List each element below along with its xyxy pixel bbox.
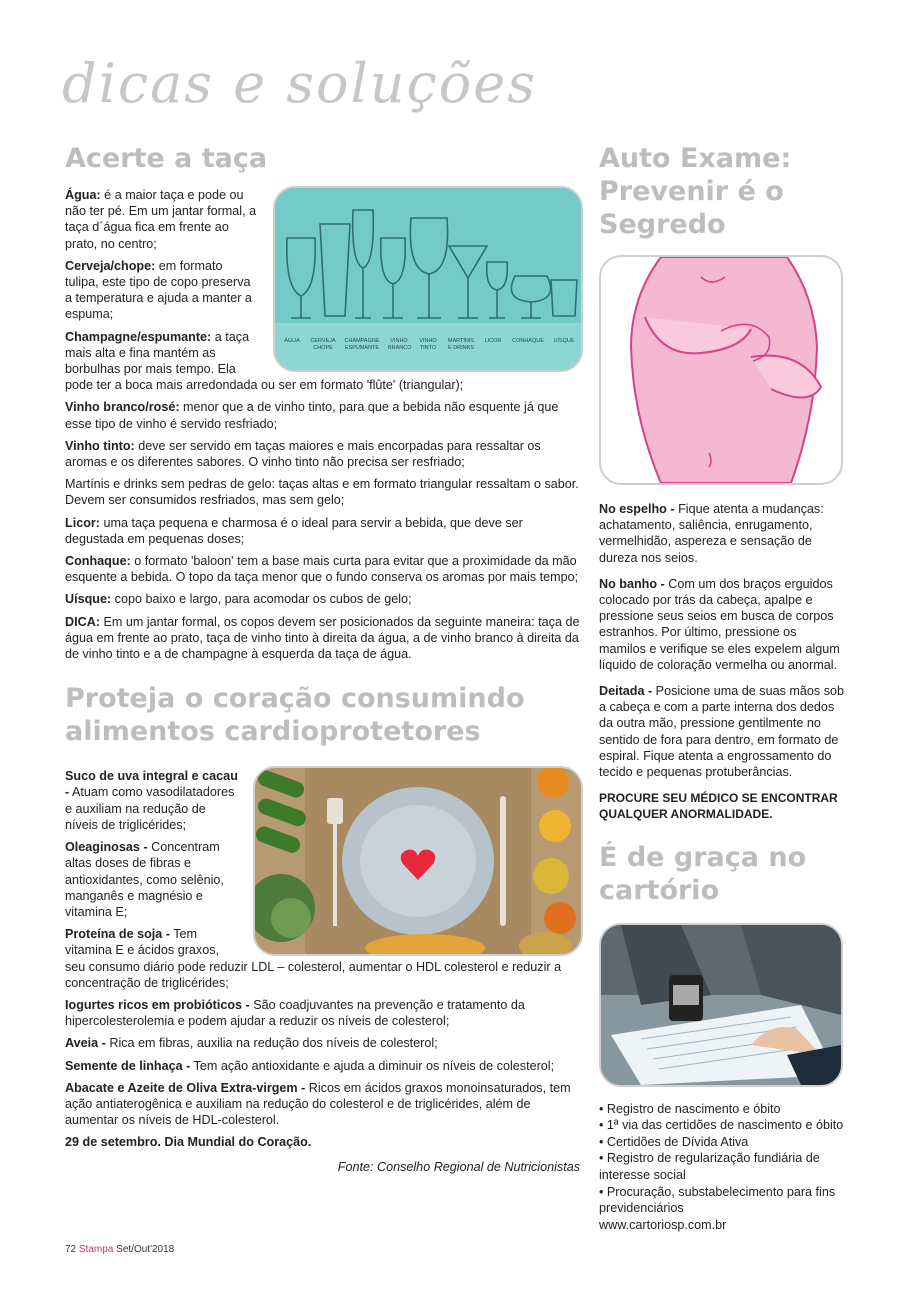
page-number: 72 xyxy=(65,1244,77,1255)
magazine-name: Stampa xyxy=(78,1244,114,1255)
left-column xyxy=(65,142,580,1181)
notary-illustration xyxy=(601,925,841,1085)
taca-item: Uísque: copo baixo e largo, para acomodar os cubos de gelo; xyxy=(65,592,412,607)
section-title: dicas e soluções xyxy=(62,52,537,115)
list-item: • 1ª via das certidões de nascimento e óbito xyxy=(599,1118,844,1133)
glass-label: ÁGUA xyxy=(284,338,300,344)
taca-item: Cerveja/chope: em formato tulipa, este tipo de copo preserva a temperatura e ajuda a manter a espuma; xyxy=(65,258,252,322)
glass-label: LICOR xyxy=(484,338,502,344)
taca-item: Martínis e drinks sem pedras de gelo: taças altas e em formato triangular ressaltam o sabor. Devem ser consumidos resfriados, mas sem gelo; xyxy=(65,477,579,508)
glass-labels xyxy=(281,338,575,352)
glass-label: UÍSQUE xyxy=(553,338,575,344)
coracao-item: Abacate e Azeite de Oliva Extra-virgem - Ricos em ácidos graxos monoinsaturados, tem ação antiaterogênica e auxiliam na redução do colesterol e de triglicérides, além de aumentar os níveis de HDL-colesterol. xyxy=(65,1080,571,1128)
autoexame-item: No banho - Com um dos braços erguidos colocado por trás da cabeça, apalpe e pressione seus seios em busca de corpos estranhos. Por último, pressione os mamilos e verifique se eles expelem algum líquido de coloração vermelha ou anormal. xyxy=(599,576,840,672)
cartorio-title: É de graça no cartório xyxy=(599,841,807,906)
autoexame-item: Deitada - Posicione uma de suas mãos sob a cabeça e com a parte interna dos dedos da outra mão, pressione gentilmente no sentido de fora para dentro, em formato de espiral. Fique atenta a engrossamento do tecido e pequenas protuberâncias. xyxy=(599,684,844,780)
coracao-item: Oleaginosas - Concentram altas doses de fibras e antioxidantes, como selênio, manganês e magnésio e vitamina E; xyxy=(65,840,224,919)
list-item: • Procuração, substabelecimento para fins previdenciários xyxy=(599,1184,836,1216)
list-item: • Registro de regularização fundiária de interesse social xyxy=(599,1151,820,1183)
taca-item: Vinho branco/rosé: menor que a de vinho tinto, para que a bebida não esquente já que esse tipo de vinho é servido resfriado; xyxy=(65,400,559,431)
coracao-item: Suco de uva integral e cacau - Atuam como vasodilatadores e auxiliam na redução de níveis de triglicérides; xyxy=(65,769,238,832)
cartorio-list xyxy=(599,1101,844,1234)
page-footer xyxy=(65,1244,174,1255)
glass-label: VINHO BRANCO xyxy=(388,338,412,351)
glass-label: VINHO TINTO xyxy=(419,338,437,351)
breast-exam-image xyxy=(599,255,843,485)
coracao-title: Proteja o coração consumindo alimentos cardioprotetores xyxy=(65,683,525,748)
breast-exam-illustration xyxy=(601,257,841,483)
right-column xyxy=(599,142,844,1233)
glass-label: CERVEJA CHOPE xyxy=(310,338,336,351)
issue-date: Set/Out'2018 xyxy=(116,1244,175,1255)
glasses-image xyxy=(273,186,583,372)
taca-item: Vinho tinto: deve ser servido em taças maiores e mais encorpadas para ressaltar os aromas e os diferentes sabores. O vinho tinto não precisa ser resfriado; xyxy=(65,438,541,470)
taca-title: Acerte a taça xyxy=(65,143,268,174)
autoexame-title: Auto Exame: Prevenir é o Segredo xyxy=(599,143,792,240)
coracao-item: Semente de linhaça - Tem ação antioxidante e ajuda a diminuir os níveis de colesterol; xyxy=(65,1058,555,1073)
glass-label: CONHAQUE xyxy=(512,338,544,344)
autoexame-warning: PROCURE SEU MÉDICO SE ENCONTRAR QUALQUER ANORMALIDADE. xyxy=(599,791,838,822)
taca-item: Licor: uma taça pequena e charmosa é o ideal para servir a bebida, que deve ser degustada em pequenas doses; xyxy=(65,515,523,546)
glass-label: MARTINIS E DRINKS xyxy=(447,338,475,351)
list-item: • Registro de nascimento e óbito xyxy=(599,1101,781,1116)
source-note: Fonte: Conselho Regional de Nutricionistas xyxy=(337,1159,580,1174)
food-illustration xyxy=(255,768,581,954)
glass-label: CHAMPAGNE ESPUMANTE xyxy=(344,338,380,351)
coracao-item: 29 de setembro. Dia Mundial do Coração. xyxy=(65,1135,312,1150)
autoexame-item: No espelho - Fique atenta a mudanças: achatamento, saliência, enrugamento, vermelhidão, aspereza e sensação de dureza nos seios. xyxy=(599,502,824,565)
coracao-item: Aveia - Rica em fibras, auxilia na redução dos níveis de colesterol; xyxy=(65,1036,438,1051)
notary-image xyxy=(599,923,843,1087)
list-item: • Certidões de Dívida Ativa xyxy=(599,1134,749,1149)
autoexame-text xyxy=(599,501,844,823)
taca-item: Champagne/espumante: a taça mais alta e fina mantém as borbulhas por mais tempo. Ela pode ter a boca mais arredondada ou ser em formato 'flûte' (triangular); xyxy=(65,329,464,393)
taca-item: DICA: Em um jantar formal, os copos devem ser posicionados da seguinte maneira: taça de água em frente ao prato, taça de vinho tinto à direita da água, a de vinho branco à direita da de vinho tinto e a de champagne à esquerda da taça de água. xyxy=(65,614,580,662)
taca-item: Água: é a maior taça e pode ou não ter pé. Em um jantar formal, a taça d´água fica em frente ao prato, no centro; xyxy=(65,188,257,251)
coracao-item: Proteína de soja - Tem vitamina E e ácidos graxos, seu consumo diário pode reduzir LDL – colesterol, aumentar o HDL colesterol e reduzir a concentração de triglicérides; xyxy=(65,927,562,990)
food-image xyxy=(253,766,583,956)
website-link[interactable]: www.cartoriosp.com.br xyxy=(599,1217,727,1232)
coracao-item: Iogurtes ricos em probióticos - São coadjuvantes na prevenção e tratamento da hipercolesterolemia e podem ajudar a reduzir os níveis de colesterol; xyxy=(65,997,525,1029)
taca-item: Conhaque: o formato 'baloon' tem a base mais curta para evitar que a proximidade da mão esquente a bebida. O topo da taça menor que o fundo conserva os aromas por mais tempo; xyxy=(65,554,579,585)
